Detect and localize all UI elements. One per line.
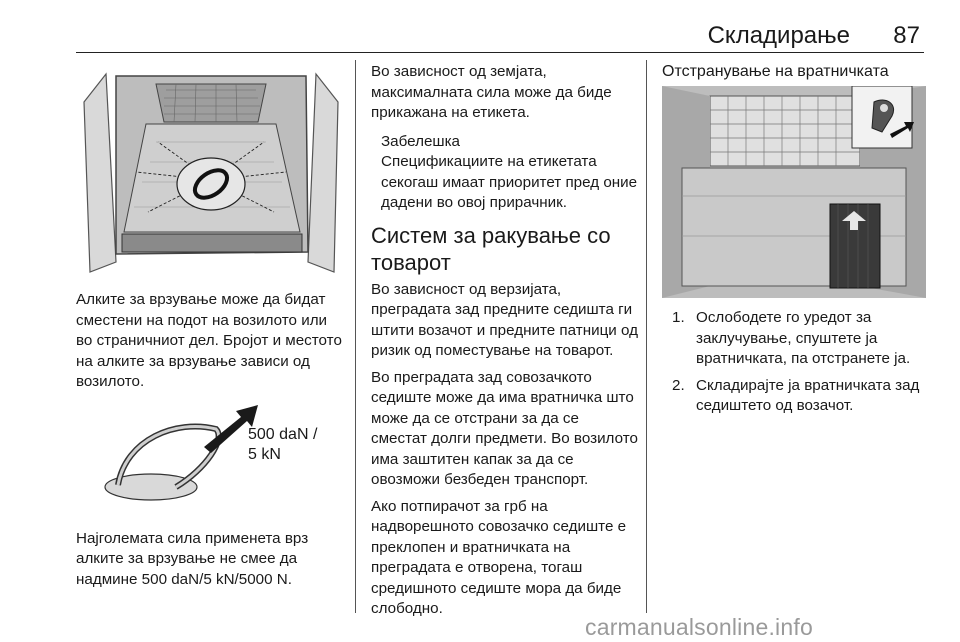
removal-steps bbox=[662, 308, 926, 417]
step-number: 2. bbox=[672, 376, 685, 394]
center-seat-text: Ако потпирачот за грб на надворешното совозачко седиште е преклопен и вратничката на преградата е отворена, тогаш средишното седиште мора да биде слободно. bbox=[371, 497, 627, 617]
page-number: 87 bbox=[893, 22, 920, 49]
header-rule bbox=[76, 52, 924, 53]
watermark: carmanualsonline.info bbox=[585, 614, 813, 640]
note-body: Спецификациите на етикетата секогаш имаат приоритет пред оние дадени во овој прирачник. bbox=[381, 153, 638, 211]
removal-step bbox=[662, 308, 926, 370]
max-force-text: Најголемата сила применета врз алките за врзување не смее да надмине 500 daN/5 kN/5000 N. bbox=[76, 529, 309, 588]
step-text: Складирајте ја вратничката зад седиштето од возачот. bbox=[696, 376, 920, 414]
tie-down-ring-illustration bbox=[76, 399, 346, 519]
column-3 bbox=[662, 62, 926, 423]
column-1 bbox=[76, 62, 346, 596]
removal-step bbox=[662, 376, 926, 417]
cargo-area-tie-down-figure bbox=[76, 62, 346, 280]
note-heading: Забелешка bbox=[381, 132, 461, 150]
step-number: 1. bbox=[672, 309, 685, 326]
page-header bbox=[0, 0, 960, 60]
column-2 bbox=[371, 62, 639, 626]
partition-door-text: Во преградата зад совозачкото седиште може да има вратничка што може да се отстрани за да се сместат долги предмети. Во возилото има заштитен капак за да се овозможи безбеден транспорт. bbox=[371, 368, 638, 488]
cargo-area-illustration bbox=[76, 62, 346, 280]
partition-text: Во зависност од верзијата, преградата зад предните седишта ги штити возачот и предните патници од ризик од поместување на товарот. bbox=[371, 280, 638, 359]
partition-door-illustration bbox=[662, 86, 926, 298]
column-divider-2 bbox=[646, 60, 647, 613]
door-removal-heading: Отстранување на вратничката bbox=[662, 63, 889, 80]
step-text: Ослободете го уредот за заклучување, спуштете ја вратничката, па отстранете ја. bbox=[696, 309, 911, 367]
column-divider-1 bbox=[355, 60, 356, 613]
cargo-system-heading: Систем за ракување со товарот bbox=[371, 222, 611, 275]
partition-door-figure bbox=[662, 86, 926, 298]
force-label-line1: 500 daN / bbox=[248, 425, 318, 443]
tie-down-force-figure bbox=[76, 399, 346, 519]
tie-down-description: Алките за врзување може да бидат сместени на подот на возилото или во страничниот дел. Бројот и местото на алките за врзување зависи од возилото. bbox=[76, 291, 342, 390]
section-title: Складирање bbox=[707, 22, 850, 49]
country-label-text: Во зависност од земјата, максималната сила може да биде прикажана на етикета. bbox=[371, 63, 612, 121]
force-label-line2: 5 kN bbox=[248, 445, 281, 463]
